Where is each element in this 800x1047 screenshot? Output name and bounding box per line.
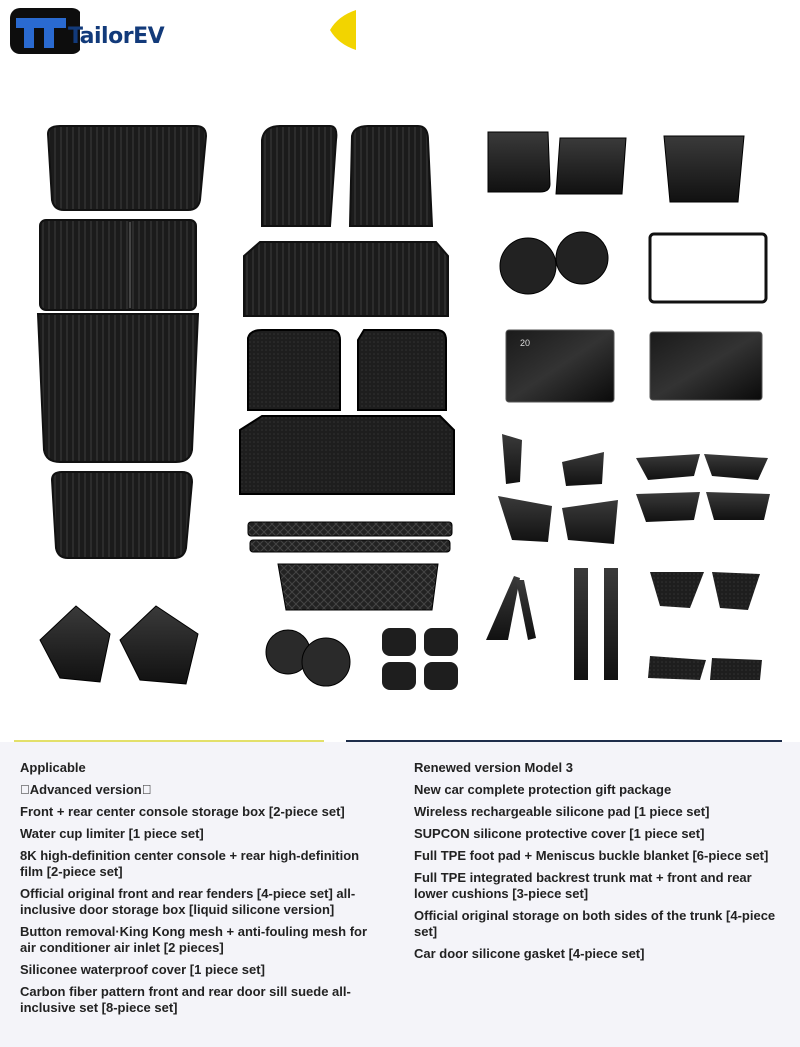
list-item: New car complete protection gift package: [414, 782, 672, 797]
list-item:  Advanced version : [20, 782, 152, 797]
list-item: Applicable: [20, 760, 86, 775]
rear-floor-mat: [244, 242, 448, 316]
front-carpet-mats: [248, 330, 446, 410]
yellow-arrow-icon: [328, 10, 356, 50]
list-item: Wireless rechargeable silicone pad [1 piece set]: [414, 804, 710, 819]
door-sill-covers: [486, 568, 618, 680]
cup-holder-inserts: [266, 630, 350, 686]
list-item: Front + rear center console storage box [2-piece set]: [20, 804, 345, 819]
fenders: [498, 434, 618, 544]
console-storage-insert: [664, 136, 744, 202]
left-column: [20, 760, 380, 1022]
list-item: Water cup limiter [1 piece set]: [20, 826, 204, 841]
door-storage-boxes: [636, 454, 770, 522]
list-item: SUPCON silicone protective cover [1 piece set]: [414, 826, 705, 841]
list-item: Full TPE integrated backrest trunk mat + front and rear lower cushions [3-piece set]: [414, 870, 752, 901]
list-item: Official original storage on both sides of the trunk [4-piece set]: [414, 908, 776, 939]
door-silicone-gaskets: [382, 628, 458, 690]
suede-door-set: [648, 572, 762, 680]
list-item: Car door silicone gasket [4-piece set]: [414, 946, 645, 961]
list-item: Siliconee waterproof cover [1 piece set]: [20, 962, 265, 977]
frunk-mat: [48, 126, 206, 210]
lower-trunk-mat: [52, 472, 192, 558]
right-column: [414, 760, 784, 968]
trunk-mat-backrest: [38, 220, 198, 462]
package-contents-panel: [0, 742, 800, 1047]
center-screen-film: [506, 330, 614, 402]
front-floor-mats: [262, 126, 432, 226]
wireless-pad: [650, 234, 766, 302]
trunk-side-storage: [40, 606, 198, 684]
list-item: Button removal·King Kong mesh + anti-fouling mesh for air conditioner air inlet [2 pieces]: [20, 924, 368, 955]
rear-screen-film: [650, 332, 762, 400]
list-item: Carbon fiber pattern front and rear door sill suede all-inclusive set [8-piece set]: [20, 984, 351, 1015]
air-inlet-mesh: [248, 522, 452, 552]
screen-number: 20: [520, 338, 531, 348]
console-storage-boxes: [488, 132, 626, 194]
product-collage: [0, 60, 800, 740]
list-item: Official original front and rear fenders [4-piece set] all-inclusive door storage box [liquid silicone version]: [20, 886, 356, 917]
list-item: 8K high-definition center console + rear high-definition film [2-piece set]: [20, 848, 360, 879]
waterproof-cover: [278, 564, 438, 610]
rear-carpet-mat: [240, 416, 454, 494]
brand-name: TailorEV: [68, 24, 165, 49]
list-item: Full TPE foot pad + Meniscus buckle blanket [6-piece set]: [414, 848, 769, 863]
cup-limiter: [500, 232, 608, 294]
list-item: Renewed version Model 3: [414, 760, 573, 775]
